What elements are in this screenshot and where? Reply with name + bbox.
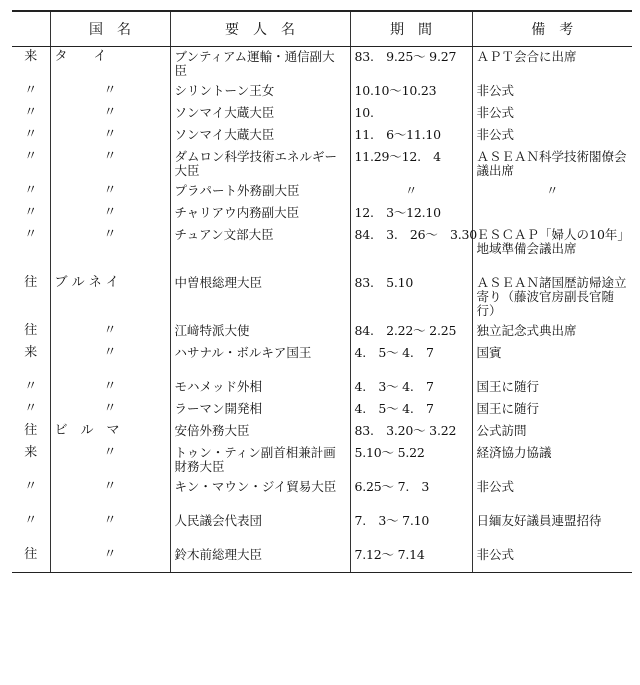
table-row bbox=[12, 181, 632, 203]
period-cell: 11. 6〜11.10 bbox=[350, 125, 472, 147]
period-cell: 10.10〜10.23 bbox=[350, 81, 472, 103]
period-cell: 7. 3〜 7.10 bbox=[350, 511, 472, 545]
person-cell: モハメッド外相 bbox=[170, 377, 350, 399]
person-cell: チュアン文部大臣 bbox=[170, 225, 350, 273]
remarks-cell: 非公式 bbox=[472, 477, 632, 511]
table-row bbox=[12, 321, 632, 343]
remarks-cell: 非公式 bbox=[472, 125, 632, 147]
period-cell: 83. 3.20〜 3.22 bbox=[350, 421, 472, 443]
table-row bbox=[12, 511, 632, 545]
period-cell: 〃 bbox=[350, 181, 472, 203]
table-row bbox=[12, 477, 632, 511]
person-cell: 中曽根総理大臣 bbox=[170, 273, 350, 321]
country-cell: 〃 bbox=[50, 343, 170, 377]
table-row bbox=[12, 81, 632, 103]
period-cell: 4. 5〜 4. 7 bbox=[350, 343, 472, 377]
direction-cell: 往 bbox=[24, 422, 38, 438]
table-row bbox=[12, 103, 632, 125]
direction-cell: 往 bbox=[24, 274, 38, 290]
country-cell: 〃 bbox=[50, 511, 170, 545]
remarks-cell: 〃 bbox=[472, 181, 632, 203]
country-cell: タ イ bbox=[50, 47, 170, 81]
table-row bbox=[12, 421, 632, 443]
remarks-cell: 国王に随行 bbox=[472, 377, 632, 399]
country-cell: 〃 bbox=[50, 103, 170, 125]
table-row bbox=[12, 545, 632, 573]
remarks-cell: ＥＳＣＡＰ「婦人の10年」地域準備会議出席 bbox=[472, 225, 632, 273]
table-row bbox=[12, 225, 632, 273]
direction-cell: 〃 bbox=[24, 378, 38, 394]
person-cell: 鈴木前総理大臣 bbox=[170, 545, 350, 573]
country-cell: 〃 bbox=[50, 203, 170, 225]
remarks-cell: 日緬友好議員連盟招待 bbox=[472, 511, 632, 545]
direction-cell: 〃 bbox=[24, 104, 38, 120]
person-cell: ハサナル・ボルキア国王 bbox=[170, 343, 350, 377]
table-row bbox=[12, 399, 632, 421]
period-cell: 83. 9.25〜 9.27 bbox=[350, 47, 472, 81]
country-cell: 〃 bbox=[50, 377, 170, 399]
remarks-cell: 独立記念式典出席 bbox=[472, 321, 632, 343]
period-cell: 84. 3. 26〜 3.30 bbox=[350, 225, 472, 273]
direction-cell: 〃 bbox=[24, 148, 38, 164]
header-person: 要 人 名 bbox=[170, 11, 350, 47]
table-row bbox=[12, 203, 632, 225]
direction-cell: 〃 bbox=[24, 204, 38, 220]
period-cell: 4. 3〜 4. 7 bbox=[350, 377, 472, 399]
period-cell: 10. bbox=[350, 103, 472, 125]
header-period: 期 間 bbox=[350, 11, 472, 47]
country-cell: 〃 bbox=[50, 181, 170, 203]
country-cell: 〃 bbox=[50, 545, 170, 573]
country-cell: 〃 bbox=[50, 443, 170, 477]
period-cell: 12. 3〜12.10 bbox=[350, 203, 472, 225]
remarks-cell: 非公式 bbox=[472, 103, 632, 125]
person-cell: ダムロン科学技術エネルギー大臣 bbox=[170, 147, 350, 181]
direction-cell: 〃 bbox=[24, 512, 38, 528]
header-row bbox=[12, 11, 632, 47]
period-cell: 5.10〜 5.22 bbox=[350, 443, 472, 477]
remarks-cell: 経済協力協議 bbox=[472, 443, 632, 477]
person-cell: ソンマイ大蔵大臣 bbox=[170, 103, 350, 125]
country-cell: 〃 bbox=[50, 321, 170, 343]
remarks-cell: ＡＰＴ会合に出席 bbox=[472, 47, 632, 81]
period-cell: 83. 5.10 bbox=[350, 273, 472, 321]
table-body bbox=[12, 47, 632, 573]
person-cell: 人民議会代表団 bbox=[170, 511, 350, 545]
person-cell: チャリアウ内務副大臣 bbox=[170, 203, 350, 225]
person-cell: 安倍外務大臣 bbox=[170, 421, 350, 443]
direction-cell: 〃 bbox=[24, 82, 38, 98]
direction-cell: 〃 bbox=[24, 226, 38, 242]
header-remarks: 備 考 bbox=[472, 11, 632, 47]
country-cell: 〃 bbox=[50, 81, 170, 103]
table-row bbox=[12, 273, 632, 321]
direction-cell: 来 bbox=[24, 444, 38, 460]
remarks-cell: ＡＳＥＡＮ科学技術閣僚会議出席 bbox=[472, 147, 632, 181]
direction-cell: 来 bbox=[24, 344, 38, 360]
table-row bbox=[12, 343, 632, 377]
direction-cell: 来 bbox=[24, 49, 38, 64]
direction-cell: 〃 bbox=[24, 478, 38, 494]
table-row bbox=[12, 47, 632, 81]
person-cell: 江﨑特派大使 bbox=[170, 321, 350, 343]
period-cell: 4. 5〜 4. 7 bbox=[350, 399, 472, 421]
visits-table bbox=[12, 10, 632, 573]
table-row bbox=[12, 125, 632, 147]
person-cell: プラパート外務副大臣 bbox=[170, 181, 350, 203]
direction-cell: 往 bbox=[24, 322, 38, 338]
person-cell: ラーマン開発相 bbox=[170, 399, 350, 421]
remarks-cell bbox=[472, 203, 632, 225]
person-cell: ブンティアム運輸・通信副大臣 bbox=[170, 47, 350, 81]
remarks-cell: ＡＳＥＡＮ諸国歴訪帰途立寄り（藤波官房副長官随行） bbox=[472, 273, 632, 321]
person-cell: キン・マウン・ジイ貿易大臣 bbox=[170, 477, 350, 511]
person-cell: ソンマイ大蔵大臣 bbox=[170, 125, 350, 147]
period-cell: 84. 2.22〜 2.25 bbox=[350, 321, 472, 343]
country-cell: 〃 bbox=[50, 225, 170, 273]
remarks-cell: 非公式 bbox=[472, 81, 632, 103]
country-cell: 〃 bbox=[50, 399, 170, 421]
direction-cell: 往 bbox=[12, 545, 50, 573]
table-row bbox=[12, 443, 632, 477]
period-cell: 6.25〜 7. 3 bbox=[350, 477, 472, 511]
person-cell: シリントーン王女 bbox=[170, 81, 350, 103]
country-cell: 〃 bbox=[50, 477, 170, 511]
header-direction bbox=[12, 11, 50, 47]
country-cell: 〃 bbox=[50, 125, 170, 147]
country-cell: ブ ル ネ イ bbox=[50, 273, 170, 321]
country-cell: ビ ル マ bbox=[50, 421, 170, 443]
period-cell: 11.29〜12. 4 bbox=[350, 147, 472, 181]
country-cell: 〃 bbox=[50, 147, 170, 181]
header-country: 国 名 bbox=[50, 11, 170, 47]
remarks-cell: 国王に随行 bbox=[472, 399, 632, 421]
direction-cell: 〃 bbox=[24, 400, 38, 416]
remarks-cell: 非公式 bbox=[472, 545, 632, 573]
period-cell: 7.12〜 7.14 bbox=[350, 545, 472, 573]
remarks-cell: 公式訪問 bbox=[472, 421, 632, 443]
table-row bbox=[12, 377, 632, 399]
person-cell: トゥン・ティン副首相兼計画財務大臣 bbox=[170, 443, 350, 477]
remarks-cell: 国賓 bbox=[472, 343, 632, 377]
table-row bbox=[12, 147, 632, 181]
direction-cell: 〃 bbox=[24, 126, 38, 142]
direction-cell: 〃 bbox=[24, 182, 38, 198]
